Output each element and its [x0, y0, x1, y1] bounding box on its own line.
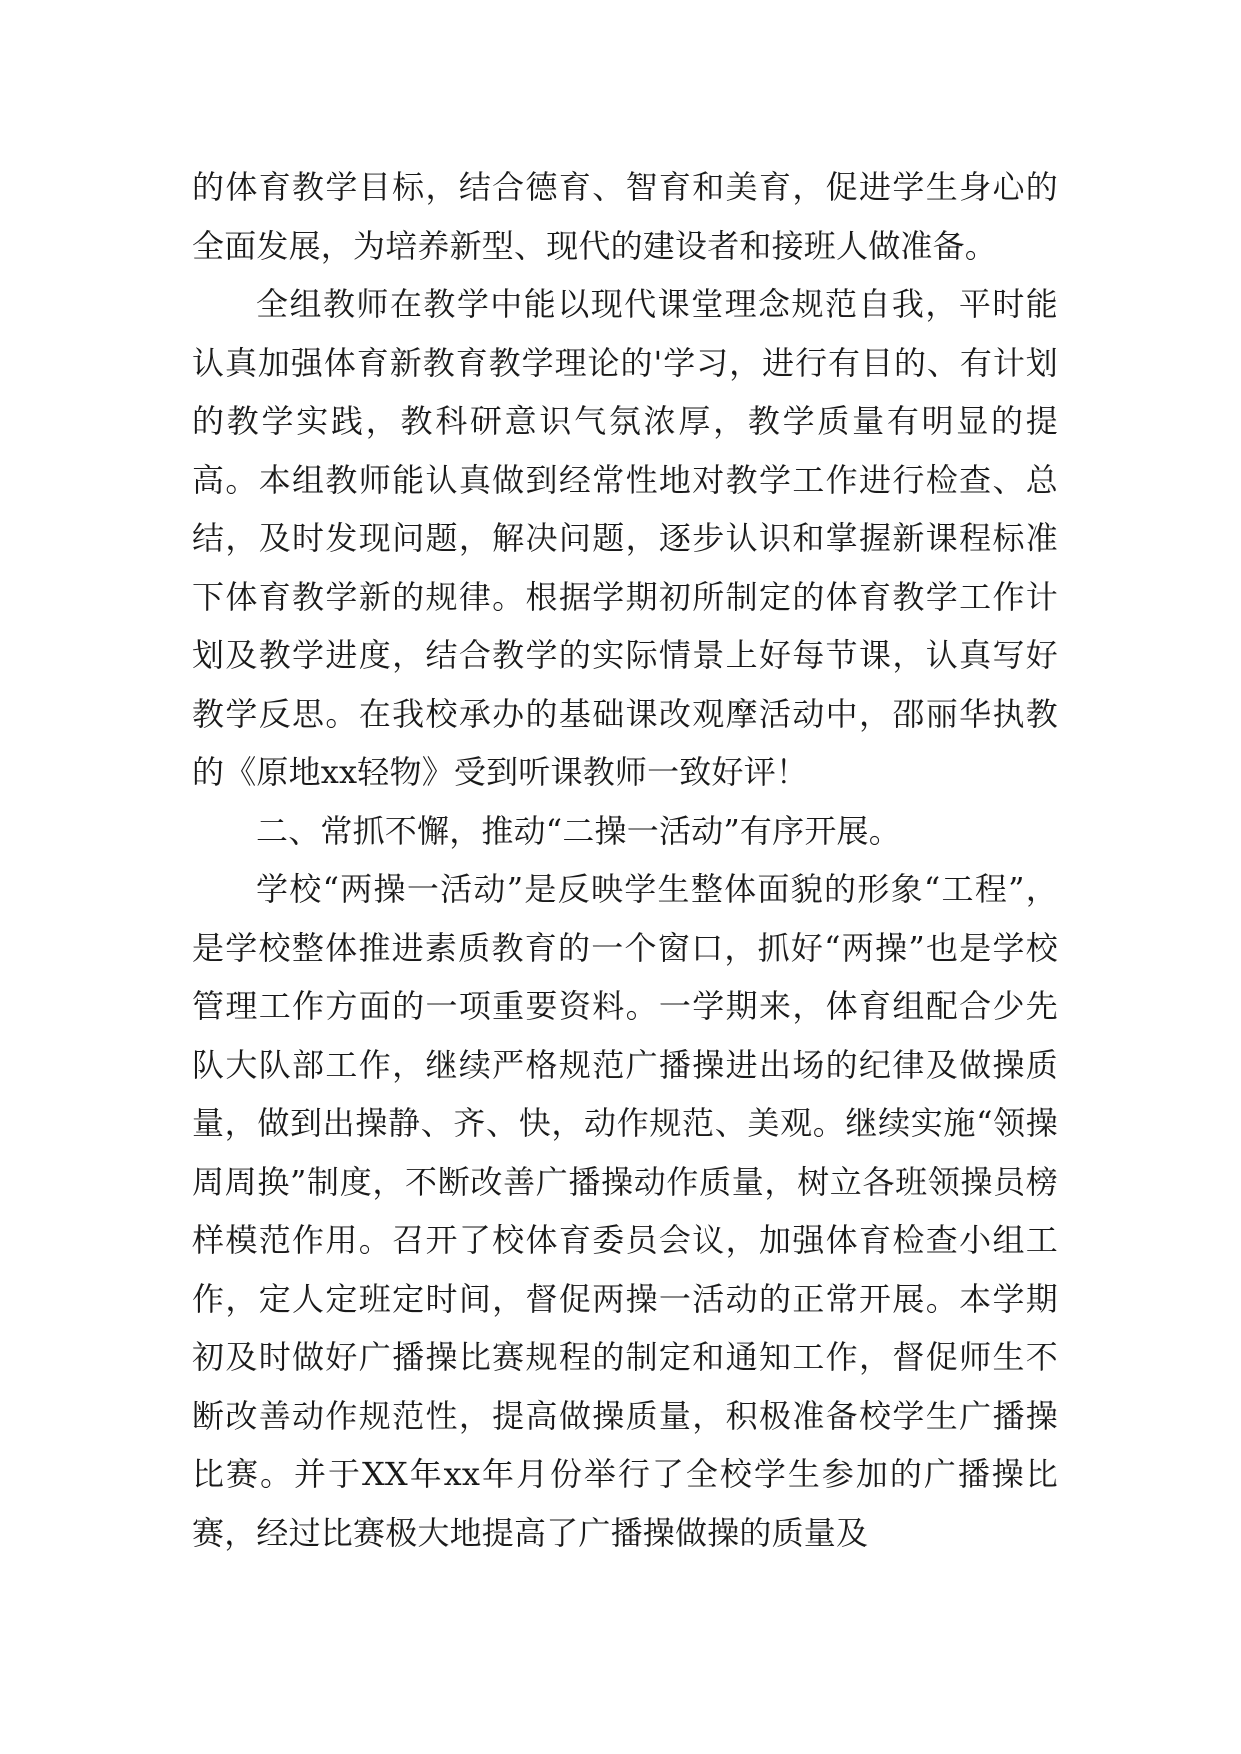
- document-body: [192, 158, 1058, 1562]
- section-heading-2: 二、常抓不懈，推动“二操一活动”有序开展。: [256, 811, 901, 850]
- paragraph-3: 学校“两操一活动”是反映学生整体面貌的形象“工程”，是学校整体推进素质教育的一个窗口，抓好“两操”也是学校管理工作方面的一项重要资料。一学期来，体育组配合少先队大队部工作，继续严格规范广播操进出场的纪律及做操质量，做到出操静、齐、快，动作规范、美观。继续实施“领操周周换”制度，不断改善广播操动作质量，树立各班领操员榜样模范作用。召开了校体育委员会议，加强体育检查小组工作，定人定班定时间，督促两操一活动的正常开展。本学期初及时做好广播操比赛规程的制定和通知工作，督促师生不断改善动作规范性，提高做操质量，积极准备校学生广播操比赛。并于XX年xx年月份举行了全校学生参加的广播操比赛，经过比赛极大地提高了广播操做操的质量及: [192, 870, 1058, 1552]
- paragraph-1: 的体育教学目标，结合德育、智育和美育，促进学生身心的全面发展，为培养新型、现代的建设者和接班人做准备。: [192, 168, 1058, 265]
- paragraph-2: 全组教师在教学中能以现代课堂理念规范自我，平时能认真加强体育新教育教学理论的'学习，进行有目的、有计划的教学实践，教科研意识气氛浓厚，教学质量有明显的提高。本组教师能认真做到经常性地对教学工作进行检查、总结，及时发现问题，解决问题，逐步认识和掌握新课程标准下体育教学新的规律。根据学期初所制定的体育教学工作计划及教学进度，结合教学的实际情景上好每节课，认真写好教学反思。在我校承办的基础课改观摩活动中，邵丽华执教的《原地xx轻物》受到听课教师一致好评！: [192, 285, 1058, 791]
